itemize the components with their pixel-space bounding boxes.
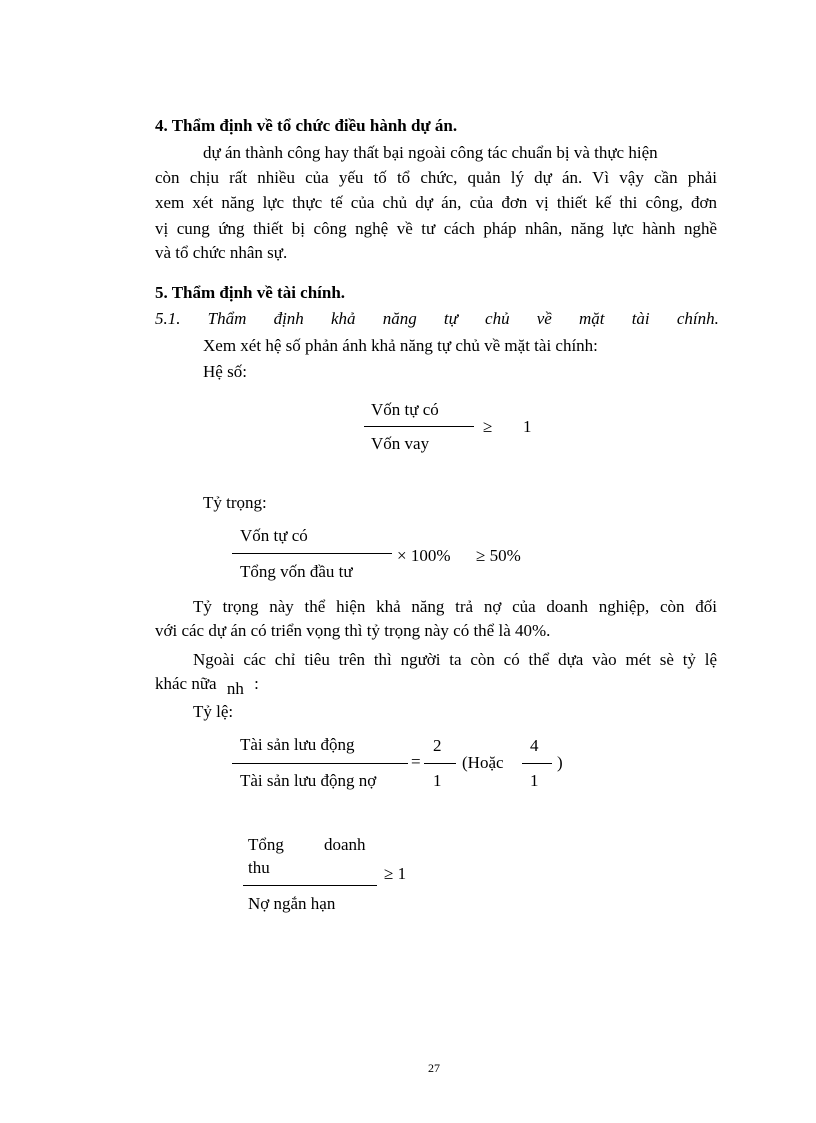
subsection-word: mặt <box>579 309 605 328</box>
formula3-equals: = <box>411 752 421 771</box>
formula2-operator: ≥ 50% <box>476 546 521 565</box>
section-4-line-3: xem xét năng lực thực tế của chủ dự án, của đơn vị thiết kế thi công, đơn <box>155 193 717 212</box>
formula4-fraction-bar <box>243 885 377 886</box>
paragraph-2-tail: nh <box>226 679 244 698</box>
subsection-word: khả <box>330 309 356 328</box>
formula2-denominator: Tổng vốn đầu tư <box>240 562 353 581</box>
paragraph-2-text: khác nữa <box>155 674 217 693</box>
formula3-alt-close: ) <box>557 753 563 772</box>
formula3-alt-open: (Hoặc <box>462 753 504 772</box>
formula3-denominator: Tài sản lưu động nợ <box>240 771 377 790</box>
formula1-value: 1 <box>523 417 532 436</box>
page-number: 27 <box>428 1061 440 1075</box>
intro-text: Xem xét hệ số phản ánh khả năng tự chủ về mặt tài chính: <box>203 336 598 355</box>
subsection-word: định <box>273 309 304 328</box>
formula2-multiplier: × 100% <box>397 546 451 565</box>
subsection-number: 5.1. <box>155 309 181 328</box>
formula1-denominator: Vốn vay <box>371 434 430 453</box>
subsection-word: chủ <box>485 309 510 328</box>
subsection-word: chính. <box>676 309 719 328</box>
formula3-ratio1-numerator: 2 <box>433 736 442 755</box>
formula4-numerator-word-3: thu <box>248 858 270 877</box>
section-5-heading: 5. Thẩm định về tài chính. <box>155 283 346 302</box>
formula4-numerator-word-1: Tổng <box>248 835 284 854</box>
formula4-numerator-word-2: doanh <box>324 835 366 854</box>
section-4-line-4: vị cung ứng thiết bị công nghệ về tư cách pháp nhân, năng lực hành nghề <box>155 219 717 238</box>
paragraph-2-line-1: Ngoài các chỉ tiêu trên thì người ta còn có thể dựa vào mét sè tỷ lệ <box>193 650 717 669</box>
subsection-word: Thẩm <box>207 309 247 328</box>
paragraph-2-line-2 <box>155 674 259 698</box>
formula3-ratio1-bar <box>424 763 456 764</box>
formula3-fraction-bar <box>232 763 408 764</box>
formula3-numerator: Tài sản lưu động <box>240 735 355 754</box>
section-4-line-5: và tổ chức nhân sự. <box>155 243 288 262</box>
formula2-numerator: Vốn tự có <box>240 526 308 545</box>
formula4-operator: ≥ 1 <box>384 864 407 883</box>
formula3-ratio2-bar <box>522 763 552 764</box>
paragraph-1-line-2: với các dự án có triển vọng thì tỷ trọng này có thể là 40%. <box>155 621 551 640</box>
subsection-5-1-heading <box>155 309 719 329</box>
section-4-line-1: dự án thành công hay thất bại ngoài công tác chuẩn bị và thực hiện <box>203 143 658 162</box>
formula1-fraction-bar <box>364 426 474 427</box>
heso-label: Hệ số: <box>203 362 247 381</box>
section-4-heading: 4. Thẩm định về tổ chức điều hành dự án. <box>155 116 458 135</box>
subsection-word: về <box>536 309 552 328</box>
formula3-ratio2-numerator: 4 <box>530 736 539 755</box>
section-4-line-2: còn chịu rất nhiều của yếu tố tổ chức, quản lý dự án. Vì vậy cần phải <box>155 168 717 187</box>
tytrong-label: Tỷ trọng: <box>203 493 267 512</box>
subsection-word: tự <box>443 309 458 328</box>
formula1-operator: ≥ <box>483 417 493 436</box>
subsection-word: tài <box>631 309 650 328</box>
formula3-ratio1-denominator: 1 <box>433 771 442 790</box>
formula3-ratio2-denominator: 1 <box>530 771 539 790</box>
paragraph-1-line-1: Tỷ trọng này thể hiện khả năng trả nợ của doanh nghiệp, còn đối <box>193 597 717 616</box>
tyle-label: Tỷ lệ: <box>193 702 234 721</box>
paragraph-2-colon: : <box>254 674 259 693</box>
formula2-fraction-bar <box>232 553 392 554</box>
formula1-numerator: Vốn tự có <box>371 400 439 419</box>
subsection-word: năng <box>382 309 417 328</box>
formula4-denominator: Nợ ngắn hạn <box>248 894 336 913</box>
